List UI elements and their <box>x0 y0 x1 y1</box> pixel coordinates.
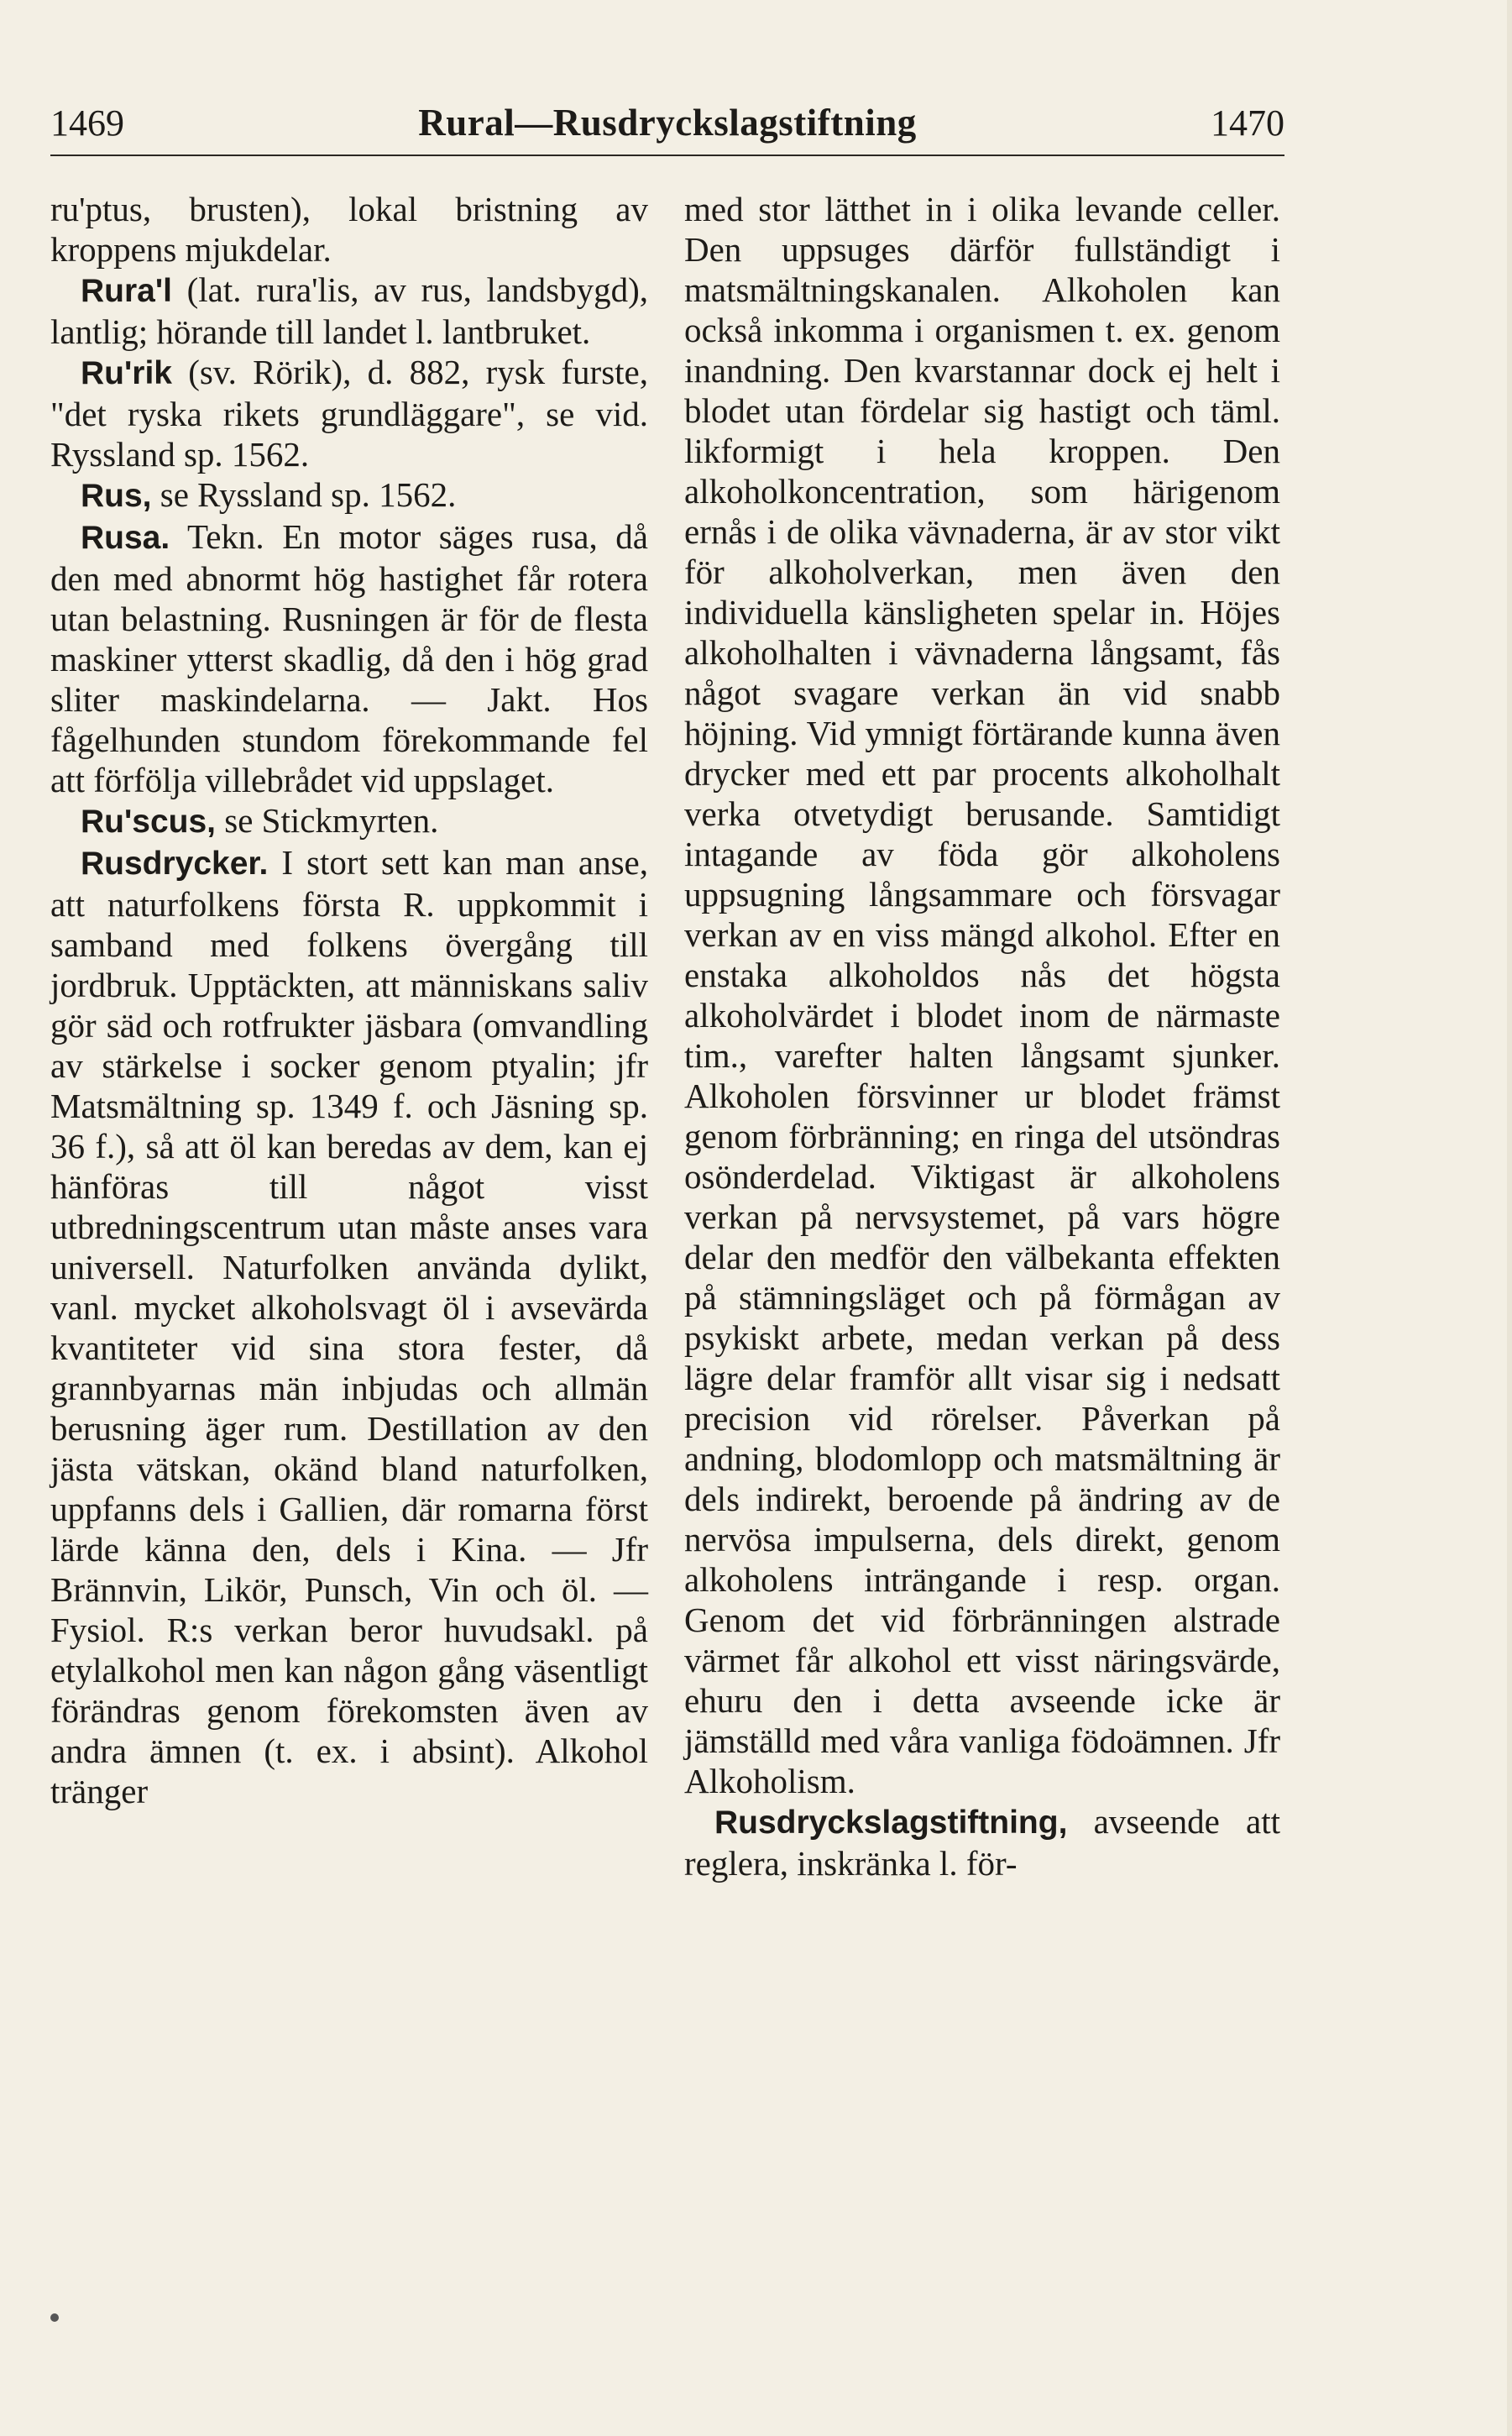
entry-rurik: Ru'rik (sv. Rörik), d. 882, rysk furste, "det ryska rikets grundläggare", se vid. Ryssland sp. 1562. <box>50 353 648 474</box>
entry-rural: Rura'l (lat. rura'lis, av rus, landsbygd), lantlig; hörande till landet l. lantbruket. <box>50 270 648 351</box>
entry-rusa: Rusa. Tekn. En motor säges rusa, då den med abnormt hög hastighet får rotera utan belastning. Rusningen är för de flesta maskiner ytterst skadlig, då den i hög grad sliter maskindelarna. — Jakt. Hos fågelhunden stundom förekommande fel att förfölja villebrådet vid uppslaget. <box>50 517 648 799</box>
entry-headword: Rusa. <box>81 520 170 556</box>
right-column <box>684 189 1280 1883</box>
entry-headword: Rura'l <box>81 273 172 309</box>
page-header <box>50 91 1284 156</box>
page-number-right: 1470 <box>1210 102 1284 144</box>
entry-headword: Rusdrycker. <box>81 846 269 882</box>
entry-headword: Rusdryckslagstiftning, <box>714 1805 1068 1841</box>
entry-headword: Rus, <box>81 478 152 514</box>
entry-rusdryckslagstiftning: Rusdryckslagstiftning, avseende att reglera, inskränka l. för- <box>684 1802 1280 1883</box>
page-edge <box>1507 0 1512 2436</box>
page-number-left: 1469 <box>50 102 124 144</box>
entry-ruscus: Ru'scus, se Stickmyrten. <box>81 801 439 840</box>
entry-headword: Ru'rik <box>81 355 172 391</box>
running-title: Rural—Rusdryckslagstiftning <box>418 102 917 144</box>
entry-continuation: ru'ptus, brusten), lokal bristning av kroppens mjukdelar. <box>50 190 648 269</box>
entry-rusdrycker: Rusdrycker. I stort sett kan man anse, att naturfolkens första R. uppkommit i samband med folkens övergång till jordbruk. Upptäckten, att människans saliv gör säd och rotfrukter jäsbara (omvandling av stärkelse i socker genom ptyalin; jfr Matsmältning sp. 1349 f. och Jäsning sp. 36 f.), så att öl kan beredas av dem, kan ej hänföras till något visst utbredningscentrum utan måste anses vara universell. Naturfolken använda dylikt, vanl. mycket alkoholsvagt öl i avsevärda kvantiteter vid sina stora fester, då grannbyarnas män inbjudas och allmän berusning äger rum. Destillation av den jästa vätskan, okänd bland naturfolken, uppfanns dels i Gallien, där romarna först lärde känna den, dels i Kina. — Jfr Brännvin, Likör, Punsch, Vin och öl. — Fysiol. R:s verkan beror huvudsakl. på etylalkohol men kan någon gång väsentligt förändras genom förekomsten även av andra ämnen (t. ex. i absint). Alkohol tränger <box>50 843 648 1810</box>
entry-rus: Rus, se Ryssland sp. 1562. <box>81 475 457 514</box>
print-speck <box>50 2313 59 2322</box>
entry-headword: Ru'scus, <box>81 804 216 840</box>
left-column <box>50 189 648 1811</box>
entry-continuation: med stor lätthet in i olika levande celler. Den uppsuges därför fullständigt i matsmältningskanalen. Alkoholen kan också inkomma i organismen t. ex. genom inandning. Den kvarstannar dock ej helt i blodet utan fördelar sig hastigt och täml. likformigt i hela kroppen. Den alkoholkoncentration, som härigenom ernås i de olika vävnaderna, är av stor vikt för alkoholverkan, men även den individuella känsligheten spelar in. Höjes alkoholhalten i vävnaderna långsamt, fås något svagare verkan än vid snabb höjning. Vid ymnigt förtärande kunna även drycker med ett par procents alkoholhalt verka otvetydigt berusande. Samtidigt intagande av föda gör alkoholens uppsugning långsammare och försvagar verkan av en viss mängd alkohol. Efter en enstaka alkoholdos nås det högsta alkoholvärdet i blodet inom de närmaste tim., varefter halten långsamt sjunker. Alkoholen försvinner ur blodet främst genom förbränning; en ringa del utsöndras osönderdelad. Viktigast är alkoholens verkan på nervsystemet, på vars högre delar den medför den välbekanta effekten på stämningsläget och på förmågan av psykiskt arbete, medan verkan på dess lägre delar framför allt visar sig i nedsatt precision vid rörelser. Påverkan på andning, blodomlopp och matsmältning är dels indirekt, beroende på ändring av de nervösa impulserna, dels direkt, genom alkoholens inträngande i resp. organ. Genom det vid förbränningen alstrade värmet får alkohol ett visst näringsvärde, ehuru den i detta avseende icke är jämställd med våra vanliga födoämnen. Jfr Alkoholism. <box>684 190 1280 1800</box>
